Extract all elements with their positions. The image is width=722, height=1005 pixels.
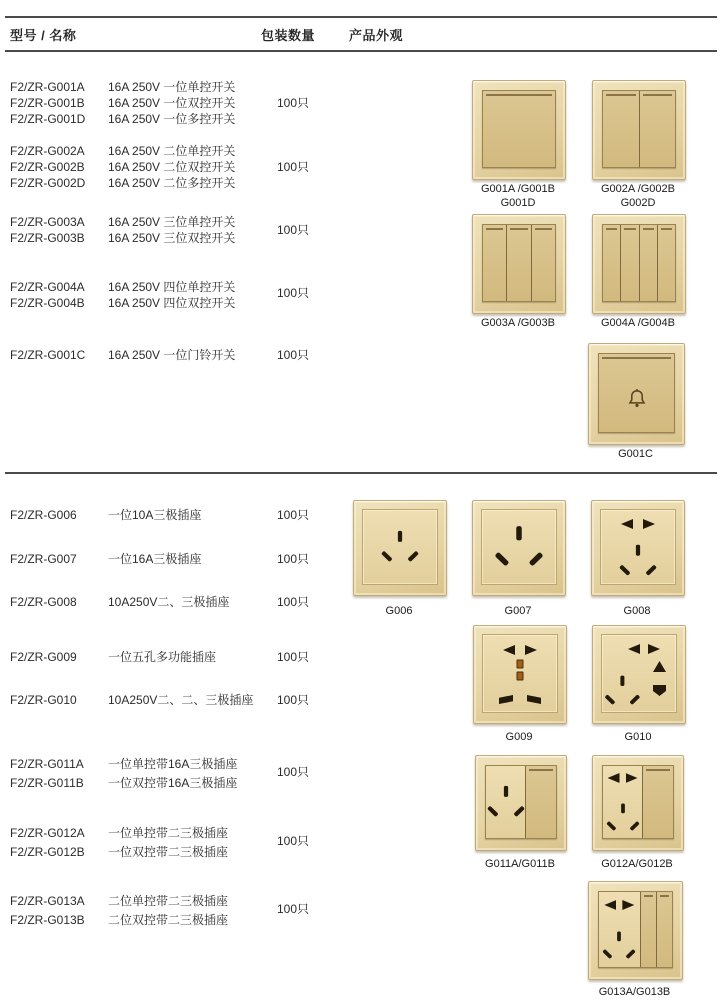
switch-rockers [642, 766, 673, 838]
plate-g013-two-switch-with-5hole-socket [588, 881, 683, 980]
desc-cell: 一位双控带16A三极插座 [108, 776, 238, 790]
model-cell: F2/ZR-G008 [10, 595, 77, 609]
qty-cell-g009: 100只 [277, 650, 310, 664]
model-cell: F2/ZR-G004B [10, 296, 85, 310]
rocker [639, 225, 657, 301]
qty-cell-g008: 100只 [277, 595, 310, 609]
socket-face [601, 634, 677, 713]
model-cell: F2/ZR-G009 [10, 650, 77, 664]
model-cell: F2/ZR-G001C [10, 348, 86, 362]
model-cell: F2/ZR-G003B [10, 231, 85, 245]
qty-cell-g004: 100只 [277, 286, 310, 300]
rocker [506, 225, 530, 301]
qty-cell-g007: 100只 [277, 552, 310, 566]
product-label-g012: G012A/G012B [601, 858, 673, 870]
socket-2pin-holes [608, 773, 638, 784]
rocker [483, 91, 555, 167]
socket-face [603, 766, 642, 838]
model-cell: F2/ZR-G002B [10, 160, 85, 174]
rocker [483, 225, 506, 301]
socket-3pin-holes [604, 676, 641, 706]
qty-cell-g003: 100只 [277, 223, 310, 237]
desc-cell: 16A 250V 一位双控开关 [108, 96, 236, 110]
plate-g012-switch-with-5hole-socket [592, 755, 684, 851]
desc-cell: 一位16A三极插座 [108, 552, 202, 566]
plate-g006-socket-3pin [353, 500, 447, 596]
desc-cell: 16A 250V 三位双控开关 [108, 231, 236, 245]
desc-cell: 16A 250V 一位多控开关 [108, 112, 236, 126]
divider-header-bottom [5, 50, 717, 52]
model-cell: F2/ZR-G003A [10, 215, 85, 229]
rocker [639, 91, 676, 167]
desc-cell: 16A 250V 二位单控开关 [108, 144, 236, 158]
socket-vertical-2pin-bottom-hole [653, 685, 666, 696]
socket-3pin-holes [602, 932, 637, 961]
desc-cell: 16A 250V 二位多控开关 [108, 176, 236, 190]
column-header-model-name: 型号 / 名称 [10, 28, 77, 43]
rocker [620, 225, 638, 301]
plate-g004-four-gang-switch [592, 214, 686, 314]
product-label-g007: G007 [504, 605, 532, 617]
qty-cell-g001c: 100只 [277, 348, 310, 362]
desc-cell: 16A 250V 一位门铃开关 [108, 348, 236, 362]
socket-face [599, 892, 640, 967]
model-cell: F2/ZR-G012A [10, 826, 85, 840]
qty-cell-g001: 100只 [277, 96, 310, 110]
rocker [603, 91, 639, 167]
plate-g007-socket-3pin [472, 500, 566, 596]
socket-3pin-holes [618, 545, 657, 577]
switch-rockers [482, 224, 556, 302]
column-header-package-qty: 包装数量 [261, 28, 316, 43]
socket-3pin-holes [605, 804, 640, 833]
rocker [599, 354, 674, 432]
rocker [531, 225, 555, 301]
plate-g003-three-gang-switch [472, 214, 566, 314]
switch-rockers [525, 766, 556, 838]
product-label-g009: G009 [505, 731, 533, 743]
rocker [656, 892, 672, 967]
product-label-g001c: G001C [618, 448, 653, 460]
product-label-g013: G013A/G013B [598, 986, 671, 998]
socket-face [362, 509, 438, 585]
socket-2pin-holes [628, 644, 660, 655]
switch-socket-combo [602, 765, 674, 839]
rocker [603, 225, 620, 301]
socket-3pin-holes [380, 531, 419, 563]
desc-cell: 一位10A三极插座 [108, 508, 202, 522]
qty-cell-g013: 100只 [277, 902, 310, 916]
product-label-g003: G003A /G003B [481, 317, 555, 329]
socket-face [481, 509, 557, 585]
socket-face [482, 634, 558, 713]
model-cell: F2/ZR-G004A [10, 280, 85, 294]
desc-cell: 10A250V二、二、三极插座 [108, 693, 254, 707]
desc-cell: 一位单控带二三极插座 [108, 826, 229, 840]
socket-2pin-holes [604, 900, 634, 911]
desc-cell: 一位五孔多功能插座 [108, 650, 217, 664]
plate-g001-single-gang-switch [472, 80, 566, 180]
model-cell: F2/ZR-G007 [10, 552, 77, 566]
desc-cell: 16A 250V 三位单控开关 [108, 215, 236, 229]
divider-top [5, 16, 717, 18]
divider-section [5, 472, 717, 474]
model-cell: F2/ZR-G006 [10, 508, 77, 522]
rocker [641, 892, 656, 967]
desc-cell: 二位单控带二三极插座 [108, 894, 229, 908]
qty-cell-g010: 100只 [277, 693, 310, 707]
model-cell: F2/ZR-G001B [10, 96, 85, 110]
switch-socket-combo [598, 891, 673, 968]
qty-cell-g002: 100只 [277, 160, 310, 174]
doorbell-icon [624, 386, 650, 412]
rocker [526, 766, 556, 838]
socket-face [486, 766, 525, 838]
product-label-g001: G001A /G001B G001D [481, 183, 555, 209]
qty-cell-g006: 100只 [277, 508, 310, 522]
socket-3pin-holes [486, 786, 525, 818]
plate-g002-two-gang-switch [592, 80, 686, 180]
desc-cell: 16A 250V 二位双控开关 [108, 160, 236, 174]
switch-socket-combo [485, 765, 557, 839]
model-cell: F2/ZR-G001D [10, 112, 86, 126]
product-label-g004: G004A /G004B [601, 317, 675, 329]
column-header-appearance: 产品外观 [349, 28, 404, 43]
desc-cell: 一位双控带二三极插座 [108, 845, 229, 859]
desc-cell: 16A 250V 四位双控开关 [108, 296, 236, 310]
desc-cell: 16A 250V 一位单控开关 [108, 80, 236, 94]
qty-cell-g012: 100只 [277, 834, 310, 848]
socket-2pin-holes [621, 519, 655, 530]
model-cell: F2/ZR-G002A [10, 144, 85, 158]
plate-g008-socket-5hole [591, 500, 685, 596]
model-cell: F2/ZR-G011A [10, 757, 84, 771]
rocker [643, 766, 673, 838]
socket-wide-holes [499, 695, 541, 704]
model-cell: F2/ZR-G013A [10, 894, 85, 908]
product-label-g010: G010 [624, 731, 652, 743]
model-cell: F2/ZR-G010 [10, 693, 77, 707]
switch-rockers [602, 90, 676, 168]
desc-cell: 16A 250V 四位单控开关 [108, 280, 236, 294]
plate-g009-socket-multifunction [473, 625, 567, 724]
model-cell: F2/ZR-G002D [10, 176, 86, 190]
switch-rockers [598, 353, 675, 433]
switch-rockers [640, 892, 672, 967]
desc-cell: 10A250V二、三极插座 [108, 595, 230, 609]
plate-g001c-doorbell-switch [588, 343, 685, 445]
product-label-g002: G002A /G002B G002D [601, 183, 675, 209]
socket-2pin-holes [503, 645, 537, 656]
desc-cell: 二位双控带二三极插座 [108, 913, 229, 927]
socket-3pin-holes [494, 526, 545, 568]
qty-cell-g011: 100只 [277, 765, 310, 779]
plate-g010-socket-2-2-3 [592, 625, 686, 724]
plate-g011-switch-with-3pin-socket [475, 755, 567, 851]
model-cell: F2/ZR-G012B [10, 845, 85, 859]
socket-center-contacts [517, 660, 524, 681]
switch-rockers [602, 224, 676, 302]
model-cell: F2/ZR-G011B [10, 776, 84, 790]
model-cell: F2/ZR-G001A [10, 80, 85, 94]
rocker [657, 225, 675, 301]
product-label-g008: G008 [623, 605, 651, 617]
socket-face [600, 509, 676, 585]
socket-vertical-2pin-top-hole [653, 661, 666, 672]
product-label-g006: G006 [385, 605, 413, 617]
model-cell: F2/ZR-G013B [10, 913, 85, 927]
product-label-g011: G011A/G011B [485, 858, 555, 870]
switch-rockers [482, 90, 556, 168]
desc-cell: 一位单控带16A三极插座 [108, 757, 238, 771]
